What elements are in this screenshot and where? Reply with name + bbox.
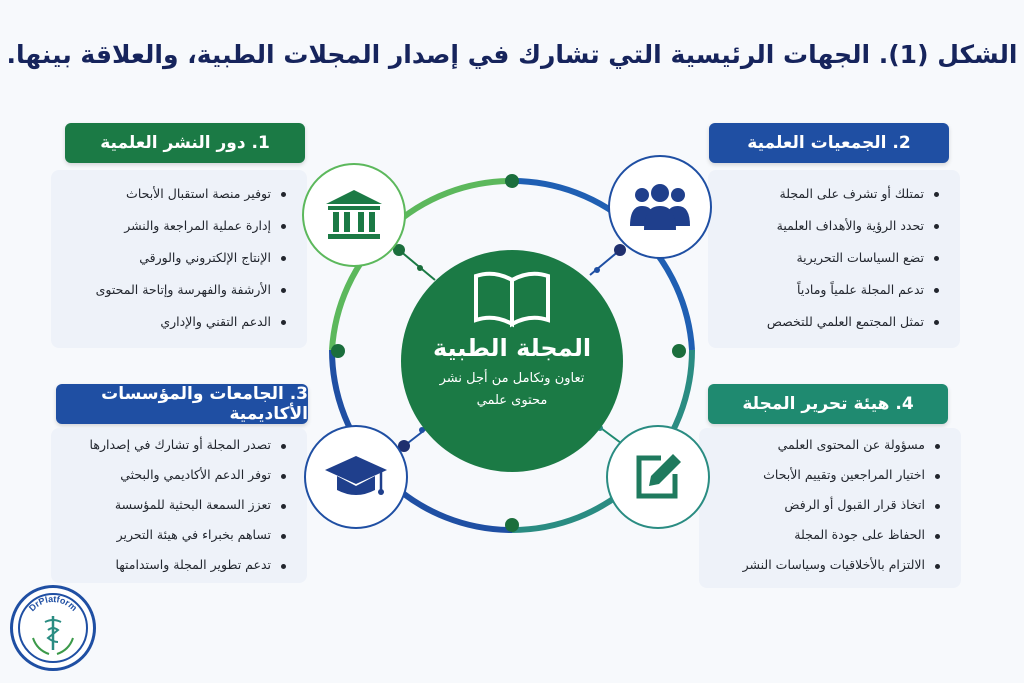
figure-title: الشكل (1). الجهات الرئيسية التي تشارك في إصدار المجلات الطبية، والعلاقة بينها. [6, 40, 1018, 69]
edit-pen-icon [606, 425, 710, 529]
section-universities-panel [51, 428, 307, 583]
list-item: تدعم المجلة علمياً ومادياً [720, 274, 942, 306]
list-item: تصدر المجلة أو تشارك في إصدارها [63, 430, 289, 460]
central-subtitle: تعاون وتكامل من أجل نشر محتوى علمي [439, 371, 585, 408]
section-publishers-panel [51, 170, 307, 348]
section-editorial-board-heading: 4. هيئة تحرير المجلة [708, 384, 948, 424]
central-journal-hub [401, 250, 623, 472]
open-book-icon [470, 268, 554, 330]
list-item: تمتلك أو تشرف على المجلة [720, 178, 942, 210]
section-editorial-board-panel [699, 428, 961, 588]
list-item: تعزز السمعة البحثية للمؤسسة [63, 490, 289, 520]
list-item: تساهم بخبراء في هيئة التحرير [63, 520, 289, 550]
list-item: تمثل المجتمع العلمي للتخصص [720, 306, 942, 338]
central-title: المجلة الطبية [432, 334, 592, 362]
list-item: توفر الدعم الأكاديمي والبحثي [63, 460, 289, 490]
list-item: إدارة عملية المراجعة والنشر [63, 210, 289, 242]
list-item: اختيار المراجعين وتقييم الأبحاث [711, 460, 943, 490]
graduation-cap-icon [304, 425, 408, 529]
section-societies-panel [708, 170, 960, 348]
list-item: الإنتاج الإلكتروني والورقي [63, 242, 289, 274]
section-publishers-heading: 1. دور النشر العلمية [65, 123, 305, 163]
list-item: الأرشفة والفهرسة وإتاحة المحتوى [63, 274, 289, 306]
list-item: تدعم تطوير المجلة واستدامتها [63, 550, 289, 580]
list-item: مسؤولة عن المحتوى العلمي [711, 430, 943, 460]
drplatform-logo [10, 585, 96, 671]
people-group-icon [608, 155, 712, 259]
list-item: توفير منصة استقبال الأبحاث [63, 178, 289, 210]
list-item: الدعم التقني والإداري [63, 306, 289, 338]
bank-building-icon [302, 163, 406, 267]
logo-text: DrPlatform [26, 593, 80, 614]
section-universities-heading: 3. الجامعات والمؤسسات الأكاديمية [56, 384, 308, 424]
list-item: اتخاذ قرار القبول أو الرفض [711, 490, 943, 520]
list-item: الحفاظ على جودة المجلة [711, 520, 943, 550]
list-item: تحدد الرؤية والأهداف العلمية [720, 210, 942, 242]
list-item: تضع السياسات التحريرية [720, 242, 942, 274]
section-societies-heading: 2. الجمعيات العلمية [709, 123, 949, 163]
list-item: الالتزام بالأخلاقيات وسياسات النشر [711, 550, 943, 580]
